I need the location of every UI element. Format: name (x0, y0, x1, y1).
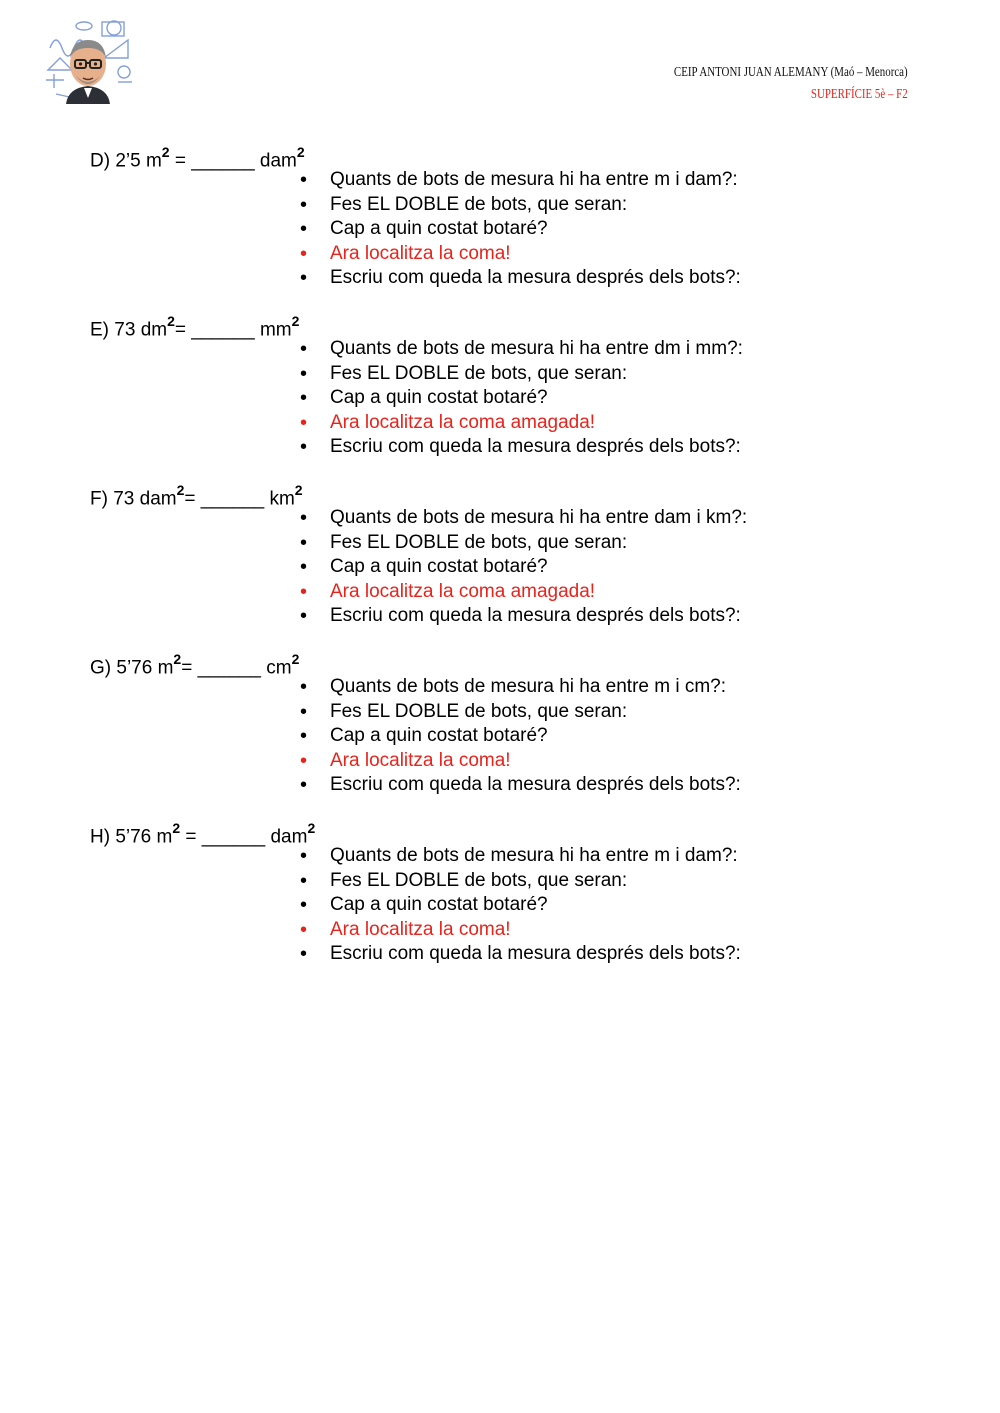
step-item: • Cap a quin costat botaré? (300, 555, 747, 580)
answer-blank: = ______ cm (181, 657, 292, 679)
step-item: • Quants de bots de mesura hi ha entre m i dam?: (300, 844, 741, 869)
steps-list (300, 675, 741, 798)
step-item: • Quants de bots de mesura hi ha entre dm i mm?: (300, 337, 743, 362)
step-item: • Escriu com queda la mesura després dels bots?: (300, 604, 747, 629)
step-item-highlight: • Ara localitza la coma! (300, 749, 741, 774)
exercise-statement (90, 478, 537, 510)
exercise-statement (90, 647, 531, 679)
teacher-avatar-logo (44, 18, 136, 104)
exponent: 2 (173, 651, 182, 667)
exercise-label: D) 2’5 m (90, 150, 162, 172)
exponent: 2 (291, 651, 300, 667)
steps-list (300, 168, 741, 291)
step-item: • Fes EL DOBLE de bots, que seran: (300, 700, 741, 725)
exercise-statement (90, 140, 531, 172)
exercise-statement (90, 816, 531, 848)
step-item: • Fes EL DOBLE de bots, que seran: (300, 193, 741, 218)
step-item-highlight: • Ara localitza la coma! (300, 242, 741, 267)
answer-blank: = ______ dam (169, 150, 297, 172)
steps-list (300, 844, 741, 967)
steps-list (300, 506, 747, 629)
exercise-h (90, 816, 741, 967)
exponent: 2 (167, 313, 175, 329)
step-item-highlight: • Ara localitza la coma! (300, 918, 741, 943)
exponent: 2 (294, 482, 303, 498)
exercise-label: F) 73 dam (90, 488, 177, 510)
exercise-statement (90, 309, 533, 341)
step-item: • Quants de bots de mesura hi ha entre m i dam?: (300, 168, 741, 193)
exponent: 2 (296, 144, 305, 160)
exponent: 2 (291, 313, 300, 329)
step-item: • Fes EL DOBLE de bots, que seran: (300, 362, 743, 387)
step-item: • Escriu com queda la mesura després dels bots?: (300, 942, 741, 967)
step-item: • Cap a quin costat botaré? (300, 724, 741, 749)
step-item: • Quants de bots de mesura hi ha entre m i cm?: (300, 675, 741, 700)
answer-blank: = ______ mm (174, 319, 292, 341)
answer-blank: = ______ dam (180, 826, 308, 848)
exponent: 2 (172, 820, 181, 836)
step-item: • Cap a quin costat botaré? (300, 217, 741, 242)
steps-list (300, 337, 743, 460)
worksheet-subtitle: SUPERFÍCIE 5è – F2 (811, 87, 908, 102)
exercise-d (90, 140, 741, 291)
step-item-highlight: • Ara localitza la coma amagada! (300, 580, 747, 605)
step-item: • Escriu com queda la mesura després dels bots?: (300, 435, 743, 460)
exercise-e (90, 309, 743, 460)
exponent: 2 (307, 820, 316, 836)
answer-blank: = ______ km (184, 488, 295, 510)
exponent: 2 (161, 144, 170, 160)
school-name: CEIP ANTONI JUAN ALEMANY (Maó – Menorca) (674, 65, 908, 80)
step-item: • Quants de bots de mesura hi ha entre dam i km?: (300, 506, 747, 531)
step-item: • Fes EL DOBLE de bots, que seran: (300, 531, 747, 556)
exercise-label: E) 73 dm (90, 319, 168, 341)
step-item: • Cap a quin costat botaré? (300, 386, 743, 411)
exercise-f (90, 478, 748, 629)
document-header (674, 62, 908, 106)
step-item: • Escriu com queda la mesura després dels bots?: (300, 266, 741, 291)
exercise-label: H) 5’76 m (90, 826, 173, 848)
step-item: • Escriu com queda la mesura després dels bots?: (300, 773, 741, 798)
step-item: • Fes EL DOBLE de bots, que seran: (300, 869, 741, 894)
exercise-label: G) 5’76 m (90, 657, 174, 679)
step-item: • Cap a quin costat botaré? (300, 893, 741, 918)
exercise-g (90, 647, 741, 798)
exponent: 2 (176, 482, 185, 498)
step-item-highlight: • Ara localitza la coma amagada! (300, 411, 743, 436)
